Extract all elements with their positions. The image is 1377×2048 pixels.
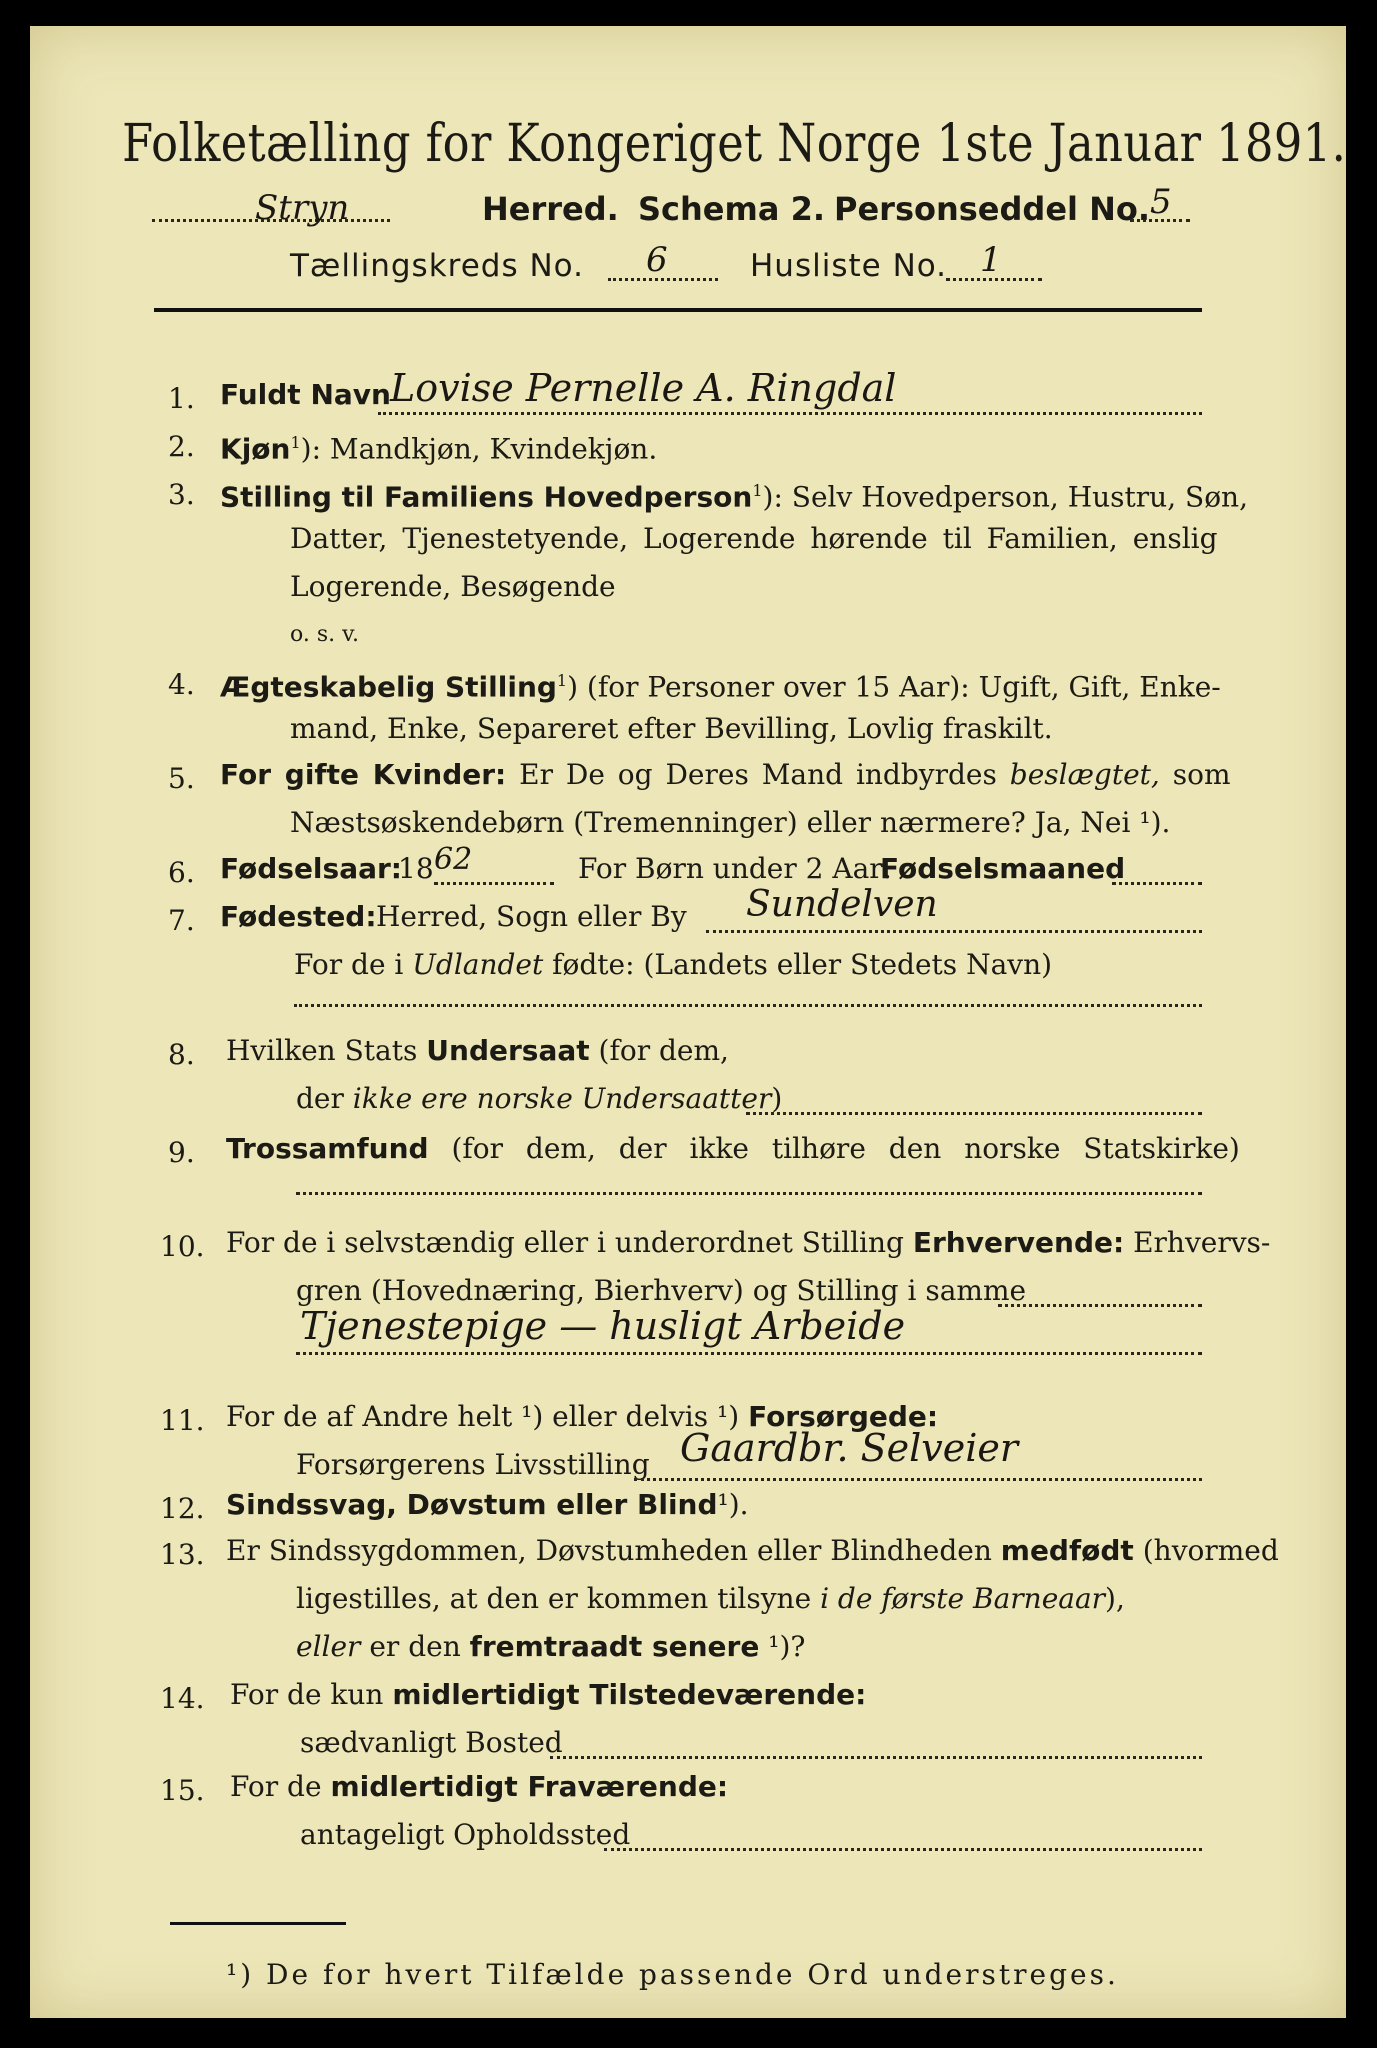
q6-year-value: 62	[434, 842, 473, 877]
q5-italic: beslægtet,	[1009, 758, 1160, 791]
q10-dotline	[998, 1304, 1202, 1307]
q14-line1	[230, 1678, 866, 1712]
q6-label: Fødselsaar:	[220, 852, 402, 885]
q6-label2: Fødselsmaaned	[880, 852, 1126, 885]
q14-line2: sædvanligt Bosted	[300, 1726, 563, 1759]
q3-line2: Datter, Tjenestetyende, Logerende hørende til Familien, enslig	[290, 522, 1218, 555]
q13-label: medfødt	[1000, 1534, 1134, 1567]
q15-number: 15.	[160, 1774, 205, 1807]
q15-text: For de	[230, 1770, 322, 1803]
q8-text-b: (for dem,	[598, 1034, 729, 1067]
q3-number: 3.	[168, 478, 195, 511]
q10-label: Erhvervende:	[912, 1226, 1125, 1259]
q7-number: 7.	[168, 904, 195, 937]
footnote-rule	[170, 1922, 346, 1925]
q10-line2: gren (Hovednæring, Bierhverv) og Stilling i samme	[296, 1274, 1027, 1307]
q5-label: For gifte Kvinder:	[220, 758, 507, 791]
q7-line2	[294, 948, 1052, 982]
personseddel-label: Personseddel No.	[834, 190, 1151, 228]
q4-text: ) (for Personer over 15 Aar): Ugift, Gift, Enke-	[567, 670, 1221, 704]
q11-label: Forsørgede:	[748, 1400, 939, 1433]
q9-number: 9.	[168, 1136, 195, 1169]
q10-text: For de i selvstændig eller i underordnet Stilling	[226, 1226, 904, 1259]
q10-value: Tjenestepige — husligt Arbeide	[300, 1304, 906, 1348]
q13-line3-label: fremtraadt senere	[469, 1630, 760, 1663]
q10-value-dotline	[296, 1352, 1202, 1355]
q5-line1	[220, 758, 1231, 792]
q3-text: ): Selv Hovedperson, Hustru, Søn,	[762, 480, 1248, 514]
q1-label: Fuldt Navn	[220, 378, 391, 411]
herred-value: Stryn	[255, 188, 350, 228]
herred-label: Herred.	[482, 190, 619, 228]
husliste-value: 1	[980, 240, 1002, 280]
q13-line2	[296, 1582, 1125, 1616]
q8-number: 8.	[168, 1038, 195, 1071]
form-title: Folketælling for Kongeriget Norge 1ste Januar 1891.	[122, 114, 1347, 174]
q13-line2-italic: i de første Barneaar	[820, 1582, 1106, 1615]
q12-text: ¹).	[717, 1488, 749, 1521]
q2-text: ): Mandkjøn, Kvindekjøn.	[300, 432, 658, 466]
q14-label: midlertidigt Tilstedeværende:	[392, 1678, 867, 1711]
q7-dotline	[706, 930, 1202, 933]
q1-value: Lovise Pernelle A. Ringdal	[390, 366, 897, 410]
q4-line1	[220, 664, 1221, 704]
q8-line2-italic: ikke ere norske Undersaatter	[352, 1082, 772, 1115]
q4-number: 4.	[168, 668, 195, 701]
q3-sup: 1	[752, 481, 763, 500]
q9-text: (for dem, der ikke tilhøre den norske Statskirke)	[451, 1132, 1240, 1165]
q15-line2: antageligt Opholdssted	[300, 1818, 631, 1851]
q3-label: Stilling til Familiens Hovedperson	[220, 480, 753, 514]
q13-text2: (hvormed	[1142, 1534, 1279, 1567]
q1-dotline	[378, 412, 1202, 415]
header-rule	[154, 308, 1202, 312]
q4-label: Ægteskabelig Stilling	[220, 670, 557, 704]
q15-line1	[230, 1770, 728, 1804]
q7-line2-italic: Udlandet	[412, 948, 544, 981]
q3-line4: o. s. v.	[290, 622, 359, 647]
q13-line2-b: ),	[1105, 1582, 1125, 1615]
q13-line3-a: er den	[369, 1630, 461, 1663]
census-form	[30, 26, 1346, 2018]
kreds-label: Tællingskreds No.	[290, 248, 584, 284]
q8-line2	[296, 1082, 782, 1116]
q2-label: Kjøn	[220, 432, 291, 466]
q7-line2-a: For de i	[294, 948, 404, 981]
q10-line1	[226, 1226, 1270, 1260]
q13-line3-italic: eller	[296, 1630, 361, 1663]
q13-number: 13.	[160, 1538, 205, 1571]
q11-line2: Forsørgerens Livsstilling	[296, 1448, 650, 1481]
q13-line1	[226, 1534, 1279, 1568]
q12-line1	[226, 1488, 749, 1522]
q10-text2: Erhvervs-	[1133, 1226, 1271, 1259]
q6-month-dotline	[1112, 882, 1202, 885]
q6-dotline	[434, 882, 554, 885]
q5-line2: Næstsøskendebørn (Tremenninger) eller nærmere? Ja, Nei ¹).	[290, 806, 1171, 839]
q6-text: For Børn under 2 Aar:	[578, 852, 893, 885]
q11-dotline	[634, 1478, 1202, 1481]
q7-value: Sundelven	[746, 884, 938, 925]
q14-text: For de kun	[230, 1678, 384, 1711]
q9-line1	[226, 1132, 1240, 1166]
q2-number: 2.	[168, 430, 195, 463]
q8-line2-a: der	[296, 1082, 344, 1115]
q1-number: 1.	[168, 382, 195, 415]
q15-label: midlertidigt Fraværende:	[330, 1770, 729, 1803]
q12-label: Sindssvag, Døvstum eller Blind	[226, 1488, 718, 1521]
q12-number: 12.	[160, 1492, 205, 1525]
q5-text2: som	[1172, 758, 1231, 791]
q11-text: For de af Andre helt ¹) eller delvis ¹)	[226, 1400, 740, 1433]
q3-line1	[220, 474, 1248, 514]
q8-text-a: Hvilken Stats	[226, 1034, 418, 1067]
q9-dotline	[296, 1192, 1202, 1195]
q11-value: Gaardbr. Selveier	[680, 1426, 1019, 1470]
personseddel-value: 5	[1150, 182, 1172, 222]
q13-line3	[296, 1630, 805, 1664]
q11-number: 11.	[160, 1404, 205, 1437]
q10-number: 10.	[160, 1230, 205, 1263]
q8-line1	[226, 1034, 729, 1068]
q13-line2-a: ligestilles, at den er kommen tilsyne	[296, 1582, 812, 1615]
q4-sup: 1	[556, 671, 568, 690]
footnote: ¹) De for hvert Tilfælde passende Ord understreges.	[226, 1958, 1119, 1991]
q8-line2-b: )	[771, 1082, 783, 1115]
q7-label: Fødested:	[220, 900, 377, 933]
q7-text: Herred, Sogn eller By	[376, 900, 687, 933]
q5-text: Er De og Deres Mand indbyrdes	[519, 758, 997, 791]
q6-year-prefix: 18	[398, 852, 434, 885]
q9-label: Trossamfund	[226, 1132, 429, 1165]
q7-line2-b: fødte: (Landets eller Stedets Navn)	[552, 948, 1053, 981]
q4-line2: mand, Enke, Separeret efter Bevilling, Lovlig fraskilt.	[290, 712, 1053, 745]
q13-line3-b: ¹)?	[768, 1630, 806, 1663]
q2-sup: 1	[290, 433, 301, 452]
q3-line3: Logerende, Besøgende	[290, 570, 616, 603]
q14-dotline	[550, 1756, 1202, 1759]
q5-number: 5.	[168, 762, 195, 795]
kreds-value: 6	[646, 240, 668, 280]
q2-line	[220, 426, 657, 466]
q8-dotline	[746, 1112, 1202, 1115]
schema-label: Schema 2.	[638, 190, 825, 228]
q15-dotline	[604, 1848, 1202, 1851]
q13-text: Er Sindssygdommen, Døvstumheden eller Blindheden	[226, 1534, 992, 1567]
q8-label: Undersaat	[426, 1034, 590, 1067]
husliste-label: Husliste No.	[750, 248, 948, 284]
q7-foreign-dotline	[294, 1004, 1202, 1007]
q6-number: 6.	[168, 856, 195, 889]
q14-number: 14.	[160, 1682, 205, 1715]
